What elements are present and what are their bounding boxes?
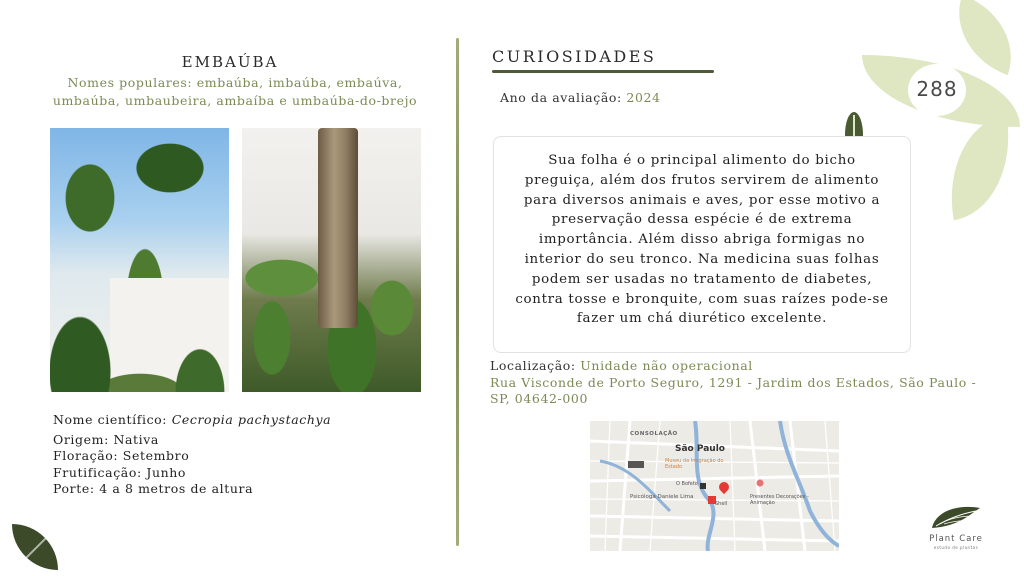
map-streets	[590, 421, 839, 551]
map-poi-label: Psicóloga Daniele Lima	[630, 494, 694, 500]
popular-names-line2: umbaúba, umbaubeira, ambaíba e umbaúba-do-brejo	[52, 93, 418, 108]
tree-size: Porte: 4 a 8 metros de altura	[53, 481, 254, 497]
fruiting: Frutificação: Junho	[53, 464, 187, 480]
flowering: Floração: Setembro	[53, 448, 190, 464]
curiosities-title: CURIOSIDADES	[492, 47, 657, 66]
tree-photo-garden	[50, 128, 229, 392]
map-city-label: São Paulo	[675, 444, 725, 454]
page-number: 288	[916, 77, 958, 101]
evaluation-year: Ano da avaliação: 2024	[500, 90, 661, 105]
origin: Origem: Nativa	[53, 431, 159, 447]
decor-leaf-icon	[942, 0, 1024, 75]
species-details	[53, 412, 331, 498]
tree-photo-trunk	[242, 128, 421, 392]
map-district-label: CONSOLAÇÃO	[630, 431, 678, 437]
decor-leaf-icon	[937, 115, 1022, 221]
popular-names-line1: embaúba, imbaúba, embaúva,	[196, 75, 403, 90]
brand-name: Plant Care	[929, 534, 983, 544]
location-status: Unidade não operacional	[580, 358, 753, 373]
brand-tagline: estudo de plantas	[933, 545, 979, 550]
map-poi-label: Presentes Decorações - Animação	[750, 494, 809, 506]
location-address: Rua Visconde de Porto Seguro, 1291 - Jardim dos Estados, São Paulo - SP, 04642-000	[490, 374, 977, 406]
map-poi-label: Shell	[715, 501, 728, 507]
vertical-divider	[456, 38, 459, 546]
curiosities-text: Sua folha é o principal alimento do bicho preguiça, além dos frutos servirem de alimento para diversos animais e aves, por esse motivo a preservação dessa espécie é de extrema importância. Além disso abriga formigas no interior do seu tronco. Na medicina suas folhas podem ser usadas no tratamento de diabetes, contra tosse e bronquite, com suas raízes pode-se fazer um chá diurético excelente.	[515, 153, 889, 327]
map-poi-label: O Bofeto	[676, 481, 698, 487]
map-poi-label: Museu da Imigração do Estado	[665, 458, 724, 470]
location-line: Localização: Unidade não operacional	[490, 358, 753, 373]
location-map[interactable]	[590, 421, 839, 551]
scientific-name: Nome científico: Cecropia pachystachya	[53, 412, 332, 427]
evaluation-year-value: 2024	[626, 90, 661, 105]
species-panel	[0, 0, 460, 576]
location-block	[490, 358, 990, 408]
scientific-name-value: Cecropia pachystachya	[171, 412, 332, 427]
brand-logo-icon	[930, 504, 982, 530]
title-underline	[492, 70, 714, 73]
popular-names-label: Nomes populares:	[67, 75, 193, 90]
popular-names	[40, 74, 430, 110]
species-title: EMBAÚBA	[181, 53, 279, 71]
